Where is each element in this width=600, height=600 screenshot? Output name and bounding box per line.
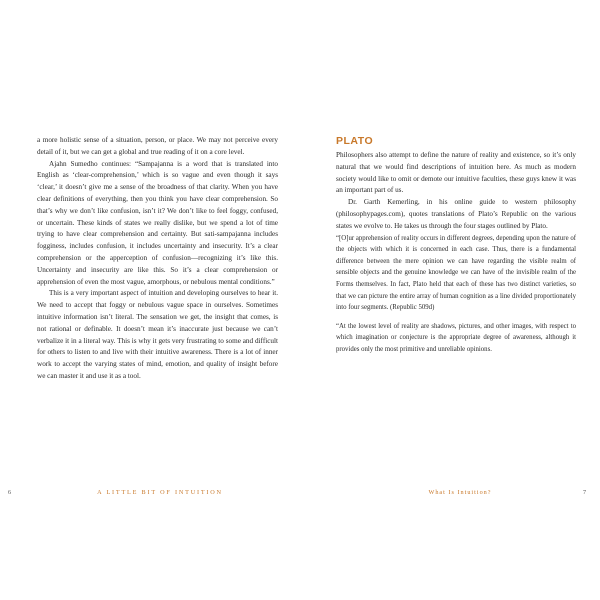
left-running-head: A LITTLE BIT OF INTUITION [97, 489, 223, 496]
left-page-body [37, 135, 278, 383]
left-paragraph-1: a more holistic sense of a situation, person, or place. We may not perceive every detail of it, but we can get a global and true reading of it on a core level. [37, 136, 278, 156]
block-quote-1: “[O]ur apprehension of reality occurs in different degrees, depending upon the nature of the objects with which it is concerned in each case. Thus, there is a fundamental difference between the mere opinion we can have regarding the visible realm of sensible objects and the genuine knowledge we can have of the invisible realm of the Forms themselves. In fact, Plato held that each of these has two distinct varieties, so that we can picture the entire array of human cognition as a line divided proportionately into four segments. (Republic 509d) [336, 234, 576, 312]
block-quote-2: “At the lowest level of reality are shadows, pictures, and other images, with respect to which imagination or conjecture is the appropriate degree of awareness, although it provides only the most primitive and unreliable opinions. [336, 322, 576, 353]
right-page [300, 0, 600, 600]
section-heading: PLATO [336, 135, 374, 147]
left-paragraph-2: Ajahn Sumedho continues: “Sampajanna is a word that is translated into English as ‘clear-comprehension,’ which is so vague and even though it says ‘clear,’ it doesn’t give me a sense of the broadness of that clarity. When you have clear definitions of everything, then you think you have clear comprehension. So that’s why we don’t like confusion, isn’t it? We don’t like to feel foggy, confused, or uncertain. These kinds of states we really dislike, but we spend a lot of time trying to have clear comprehension and certainty. But sati-sampajanna includes fogginess, includes confusion, it includes uncertainty and insecurity. It’s a clear comprehension or the apperception of confusion—recognizing it’s like this. Uncertainty and insecurity are like this. So it’s a clear comprehension or apprehension of even the most vague, amorphous, or nebulous mental conditions.” [37, 159, 278, 286]
left-page-number: 6 [8, 489, 13, 496]
left-paragraph-3: This is a very important aspect of intuition and developing ourselves to hear it. We need to accept that foggy or nebulous vague space in ourselves. Sometimes intuitive information isn’t literal. The sensation we get, the insight that comes, is not rational or definable. It doesn’t mean it’s inaccurate just because we can’t verbalize it in a literal way. This is why it gets very frustrating to some and difficult for others to listen to and live with their intuitive awareness. There is a lot of inner work to accept the varying states of mind, emotion, and quality of insight before we can master it and use it as a tool. [37, 289, 278, 380]
right-page-number: 7 [583, 489, 588, 496]
right-running-head: What Is Intuition? [428, 489, 492, 496]
right-page-body [336, 135, 576, 356]
right-paragraph-2: Dr. Garth Kemerling, in his online guide to western philosophy (philosophypages.com), quotes translations of Plato’s Republic on the various states we evolve to. He takes us through the four stages outlined by Plato. [336, 198, 576, 230]
right-paragraph-1: Philosophers also attempt to define the nature of reality and existence, so it’s only natural that we would find descriptions of intuition here. As much as modern society would like to omit or demote our intuitive faculties, these guys knew it was an important part of us. [336, 151, 576, 195]
